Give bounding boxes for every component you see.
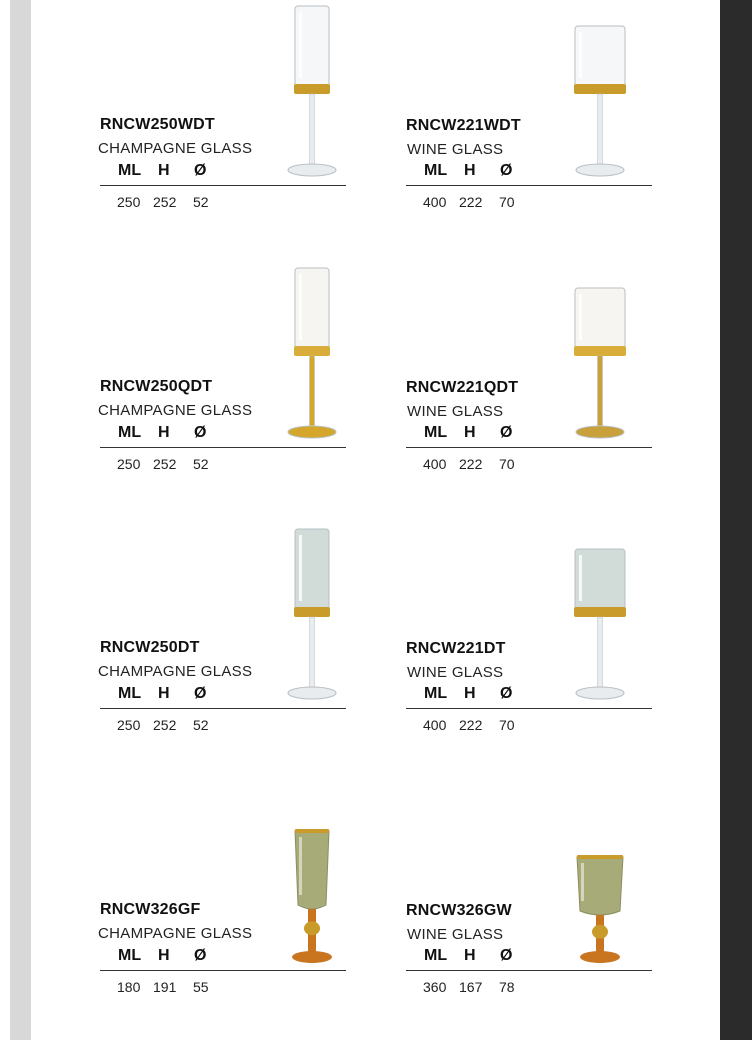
ml-header: ML (118, 424, 142, 441)
height-value: 252 (153, 194, 177, 210)
diameter-value: 52 (193, 717, 209, 733)
product-type: WINE GLASS (407, 664, 504, 681)
height-value: 252 (153, 717, 177, 733)
diameter-value: 70 (499, 717, 515, 733)
product-card (406, 262, 656, 482)
height-value: 252 (153, 456, 177, 472)
product-code: RNCW221WDT (406, 117, 521, 134)
height-header: H (158, 947, 170, 964)
glass-image (568, 24, 632, 184)
ml-header: ML (118, 947, 142, 964)
height-header: H (464, 424, 476, 441)
height-header: H (158, 424, 170, 441)
glass-image (280, 527, 344, 707)
height-value: 191 (153, 979, 177, 995)
divider (406, 970, 652, 971)
product-card (406, 0, 656, 220)
divider (406, 185, 652, 186)
diameter-value: 55 (193, 979, 209, 995)
diameter-header: Ø (194, 947, 207, 964)
product-code: RNCW250QDT (100, 378, 213, 395)
diameter-value: 52 (193, 456, 209, 472)
ml-header: ML (424, 162, 448, 179)
product-type: WINE GLASS (407, 141, 504, 158)
ml-header: ML (118, 685, 142, 702)
product-code: RNCW326GW (406, 902, 512, 919)
ml-header: ML (118, 162, 142, 179)
ml-value: 360 (423, 979, 447, 995)
ml-value: 250 (117, 194, 141, 210)
height-header: H (464, 162, 476, 179)
product-card (100, 523, 350, 743)
product-type: WINE GLASS (407, 926, 504, 943)
height-header: H (464, 947, 476, 964)
product-code: RNCW250DT (100, 639, 200, 656)
product-type: CHAMPAGNE GLASS (98, 663, 253, 680)
ml-value: 250 (117, 456, 141, 472)
diameter-header: Ø (194, 424, 207, 441)
product-code: RNCW221DT (406, 640, 506, 657)
glass-image (572, 853, 628, 969)
product-card (100, 262, 350, 482)
diameter-header: Ø (500, 162, 513, 179)
divider (100, 185, 346, 186)
product-type: CHAMPAGNE GLASS (98, 402, 253, 419)
diameter-header: Ø (194, 162, 207, 179)
height-header: H (158, 685, 170, 702)
divider (406, 447, 652, 448)
product-card (406, 785, 656, 1005)
product-card (100, 785, 350, 1005)
ml-value: 180 (117, 979, 141, 995)
product-type: WINE GLASS (407, 403, 504, 420)
glass-image (280, 4, 344, 184)
divider (406, 708, 652, 709)
glass-image (568, 286, 632, 446)
height-header: H (158, 162, 170, 179)
glass-image (568, 547, 632, 707)
ml-header: ML (424, 947, 448, 964)
right-margin-bar (720, 0, 752, 1040)
height-value: 167 (459, 979, 483, 995)
diameter-header: Ø (194, 685, 207, 702)
diameter-header: Ø (500, 947, 513, 964)
ml-header: ML (424, 424, 448, 441)
height-value: 222 (459, 717, 483, 733)
product-code: RNCW326GF (100, 901, 201, 918)
diameter-value: 70 (499, 194, 515, 210)
diameter-value: 78 (499, 979, 515, 995)
divider (100, 970, 346, 971)
divider (100, 708, 346, 709)
ml-value: 400 (423, 456, 447, 472)
height-value: 222 (459, 456, 483, 472)
product-type: CHAMPAGNE GLASS (98, 925, 253, 942)
glass-image (282, 827, 342, 969)
diameter-header: Ø (500, 685, 513, 702)
diameter-value: 70 (499, 456, 515, 472)
ml-header: ML (424, 685, 448, 702)
ml-value: 250 (117, 717, 141, 733)
glass-image (280, 266, 344, 446)
product-code: RNCW250WDT (100, 116, 215, 133)
product-type: CHAMPAGNE GLASS (98, 140, 253, 157)
height-header: H (464, 685, 476, 702)
product-card (100, 0, 350, 220)
product-card (406, 523, 656, 743)
diameter-header: Ø (500, 424, 513, 441)
left-margin-bar (10, 0, 31, 1040)
product-code: RNCW221QDT (406, 379, 519, 396)
ml-value: 400 (423, 717, 447, 733)
height-value: 222 (459, 194, 483, 210)
divider (100, 447, 346, 448)
ml-value: 400 (423, 194, 447, 210)
diameter-value: 52 (193, 194, 209, 210)
